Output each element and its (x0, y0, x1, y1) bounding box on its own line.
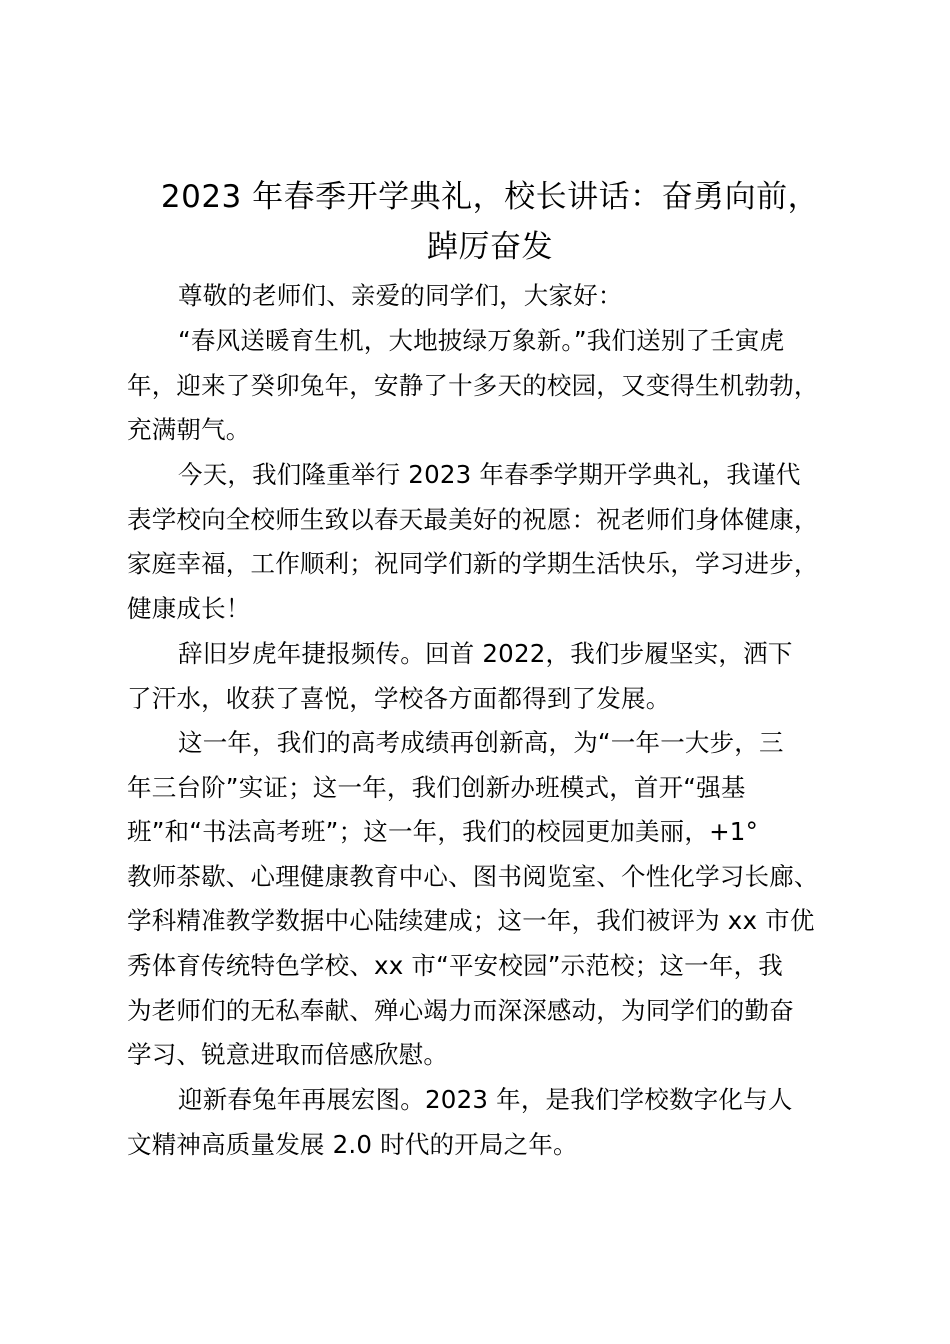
paragraph-line: 学科精准教学数据中心陆续建成；这一年，我们被评为 xx 市优 (127, 906, 815, 936)
body-paragraph (127, 632, 857, 721)
paragraph-line: 为老师们的无私奉献、殚心竭力而深深感动，为同学们的勤奋 (127, 995, 794, 1025)
paragraph-line: 健康成长！ (127, 593, 251, 623)
body-paragraph (127, 453, 857, 631)
paragraph-line: 年三台阶”实证；这一年，我们创新办班模式，首开“强基 (127, 772, 746, 802)
body-paragraph (127, 1078, 857, 1167)
paragraph-line: 家庭幸福，工作顺利；祝同学们新的学期生活快乐，学习进步， (127, 549, 819, 579)
paragraph-line: 秀体育传统特色学校、xx 市“平安校园”示范校；这一年，我 (127, 950, 783, 980)
paragraph-line: “春风送暖育生机，大地披绿万象新。”我们送别了壬寅虎 (178, 326, 785, 355)
paragraph-line: 了汗水，收获了喜悦，学校各方面都得到了发展。 (127, 683, 671, 713)
greeting-text: 尊敬的老师们、亲爱的同学们，大家好： (178, 281, 623, 310)
title-line: 2023 年春季开学典礼，校长讲话：奋勇向前， (160, 179, 820, 215)
paragraph-line: 这一年，我们的高考成绩再创新高，为“一年一大步，三 (178, 728, 784, 757)
paragraph-line: 班”和“书法高考班”；这一年，我们的校园更加美丽，+1° (127, 817, 759, 847)
paragraph-line: 迎新春兔年再展宏图。2023 年，是我们学校数字化与人 (178, 1085, 793, 1114)
document-title (120, 172, 860, 272)
greeting-paragraph (127, 274, 857, 319)
paragraph-line: 学习、锐意进取而倍感欣慰。 (127, 1040, 449, 1070)
body-paragraph (127, 319, 857, 453)
body-paragraph (127, 721, 857, 1078)
paragraph-line: 文精神高质量发展 2.0 时代的开局之年。 (127, 1129, 578, 1159)
paragraph-line: 辞旧岁虎年捷报频传。回首 2022，我们步履坚实，洒下 (178, 639, 793, 668)
paragraph-line: 年，迎来了癸卯兔年，安静了十多天的校园，又变得生机勃勃， (127, 370, 819, 400)
paragraph-line: 教师茶歇、心理健康教育中心、图书阅览室、个性化学习长廊、 (127, 861, 819, 891)
paragraph-line: 充满朝气。 (127, 415, 251, 445)
title-line: 踔厉奋发 (427, 229, 553, 265)
paragraph-line: 表学校向全校师生致以春天最美好的祝愿：祝老师们身体健康， (127, 504, 819, 534)
paragraph-line: 今天，我们隆重举行 2023 年春季学期开学典礼，我谨代 (178, 460, 801, 489)
